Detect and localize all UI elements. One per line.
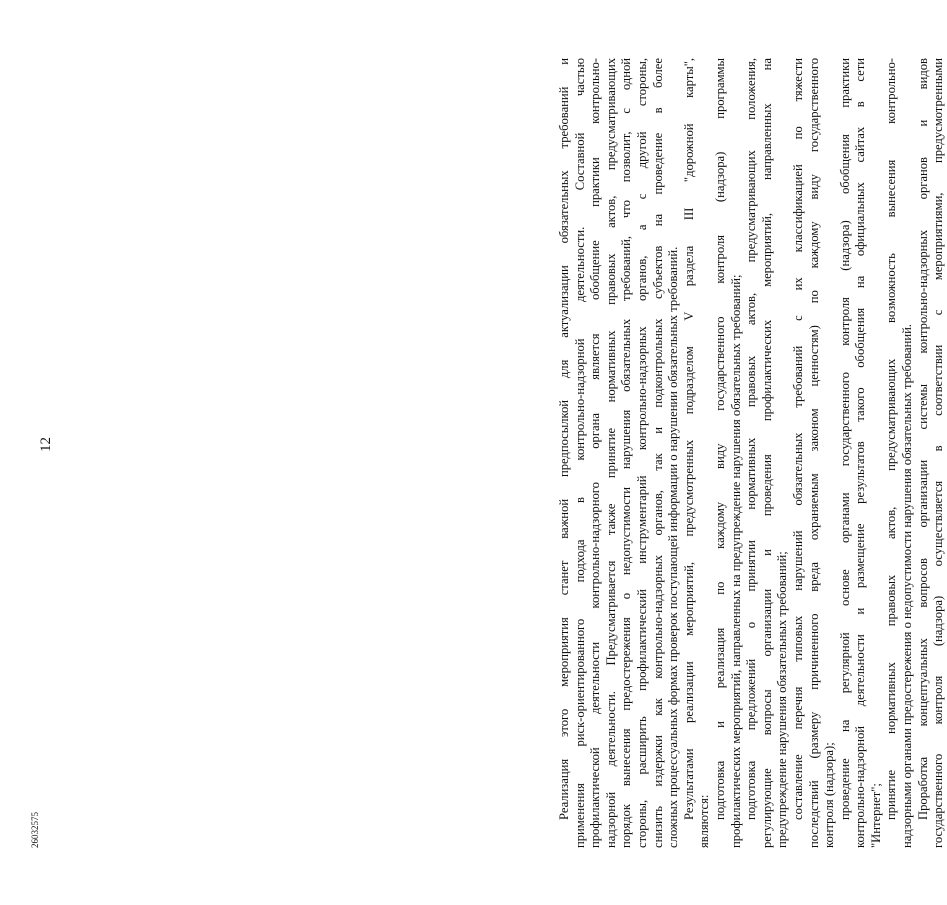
text-line: профилактической деятельности контрольно-надзорного органа является обобщение практики контрольно- xyxy=(588,58,603,848)
text-line: Реализация этого мероприятия станет важной предпосылкой для актуализации обязательных требований и xyxy=(557,58,571,820)
text-line: проведение на регулярной основе органами государственного контроля (надзора) обобщения практики xyxy=(837,58,852,820)
text-line: стороны, расширить профилактический инструментарий контрольно-надзорных органов, а с другой стороны, xyxy=(634,58,649,848)
text-line: последствий (размеру причиненного вреда охраняемым законом ценностям) по каждому виду государственного xyxy=(806,58,821,848)
page-number: 12 xyxy=(38,437,54,452)
text-line: регулирующие вопросы организации и проведения профилактических мероприятий, направленных на xyxy=(759,58,774,848)
text-line: порядок вынесения предостережения о недопустимости нарушения обязательных требований, что позволит, с одной xyxy=(619,58,634,848)
text-line: предупреждение нарушения обязательных требований; xyxy=(775,551,790,848)
text-line: составление перечня типовых нарушений обязательных требований с их классификацией по тяжести xyxy=(790,58,805,820)
body-text xyxy=(557,58,947,848)
document-code: 26032575 xyxy=(30,812,40,848)
text-line: Результатами реализации мероприятий, предусмотренных подразделом V раздела III "дорожной карты", xyxy=(681,58,696,820)
text-line: подготовка и реализация по каждому виду государственного контроля (надзора) программы xyxy=(712,58,727,820)
text-line: Проработка концептуальных вопросов организации системы контрольно-надзорных органов и видов xyxy=(915,58,930,820)
text-line: снизить издержки как контрольно-надзорных органов, так и подконтрольных субъектов на проведение в более xyxy=(650,58,665,848)
text-line: подготовка предложений о принятии нормативных правовых актов, предусматривающих положения, xyxy=(744,58,759,820)
text-line: принятие нормативных правовых актов, предусматривающих возможность вынесения контрольно- xyxy=(884,58,899,820)
text-line: профилактических мероприятий, направленных на предупреждение нарушения обязательных требований; xyxy=(728,274,743,848)
text-line: контроля (надзора); xyxy=(822,742,837,848)
text-line: являются: xyxy=(697,794,712,848)
text-line: надзорной деятельности. Предусматривается также принятие нормативных правовых актов, предусматривающих xyxy=(603,58,618,848)
text-line: надзорными органами предостережения о недопустимости нарушения обязательных требований. xyxy=(900,324,915,848)
text-line: государственного контроля (надзора) осуществляется в соответствии с мероприятиями, предусмотренными xyxy=(931,58,946,848)
text-line: сложных процессуальных формах проверок поступающей информации о нарушении обязательных требований. xyxy=(666,246,681,848)
text-line: применения риск-ориентированного подхода в контрольно-надзорной деятельности. Составной частью xyxy=(572,58,587,848)
text-line: контрольно-надзорной деятельности и размещение результатов такого обобщения на официальных сайтах в сети xyxy=(853,58,868,848)
text-line: "Интернет"; xyxy=(868,783,883,848)
